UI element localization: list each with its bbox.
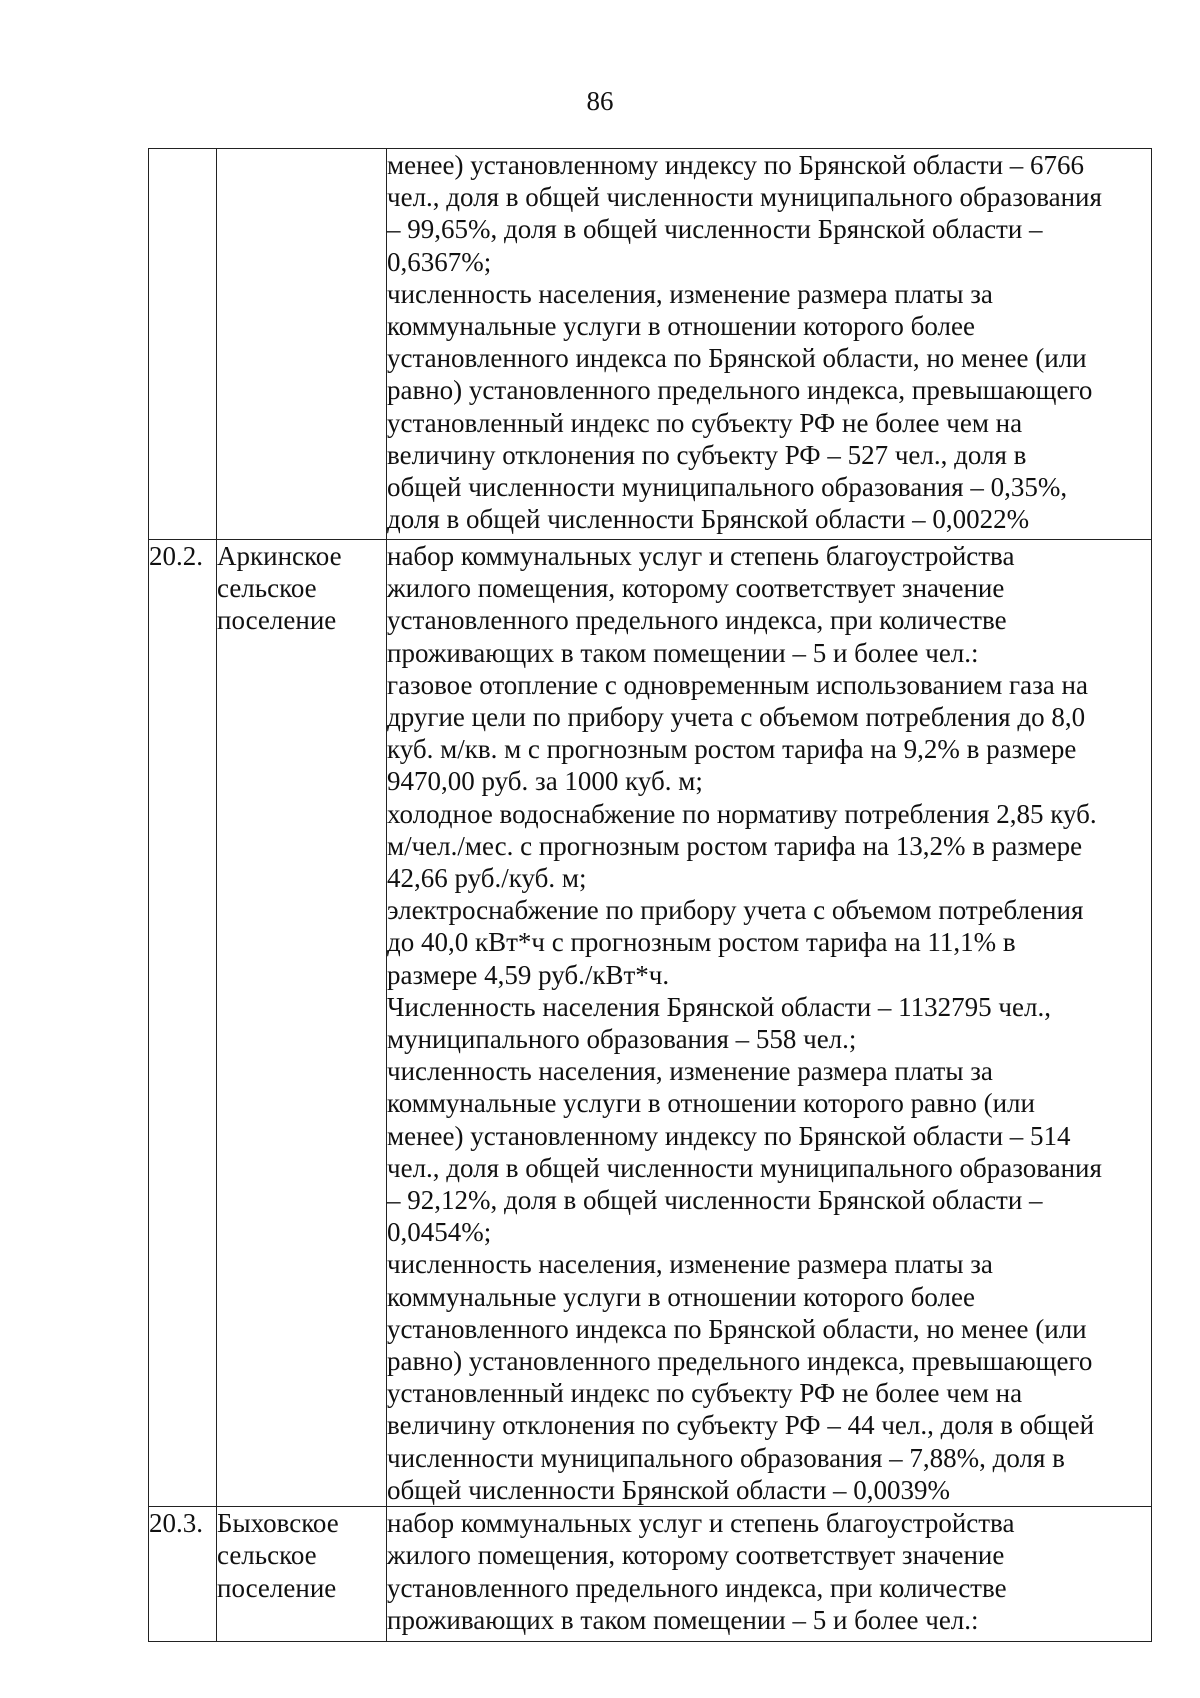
- description-cell: [387, 540, 1152, 1507]
- paragraph: численность населения, изменение размера платы за коммунальные услуги в отношении которого более установленного индекса по Брянской области, но менее (или равно) установленного предельного индекса, превышающего установленный индекс по субъекту РФ не более чем на величину отклонения по субъекту РФ – 44 чел., доля в общей численности муниципального образования – 7,88%, доля в общей численности Брянской области – 0,0039%: [387, 1249, 1095, 1505]
- description-cell: [387, 149, 1152, 540]
- table-row: [149, 540, 1152, 1507]
- row-number-cell: 20.3.: [149, 1507, 217, 1642]
- settlement-name-cell: [217, 1507, 387, 1642]
- settlement-name-cell: [217, 149, 387, 540]
- paragraph: численность населения, изменение размера платы за коммунальные услуги в отношении которого более установленного индекса по Брянской области, но менее (или равно) установленного предельного индекса, превышающего установленный индекс по субъекту РФ не более чем на величину отклонения по субъекту РФ – 527 чел., доля в общей численности муниципального образования – 0,35%, доля в общей численности Брянской области – 0,0022%: [387, 278, 1093, 535]
- paragraph: газовое отопление с одновременным использованием газа на другие цели по прибору учета с объемом потребления до 8,0 куб. м/кв. м с прогнозным ростом тарифа на 9,2% в размере 9470,00 руб. за 1000 куб. м;: [387, 669, 1088, 797]
- paragraph: электроснабжение по прибору учета с объемом потребления до 40,0 кВт*ч с прогнозным ростом тарифа на 11,1% в размере 4,59 руб./кВт*ч.: [387, 895, 1084, 990]
- document-table: [148, 148, 1152, 1642]
- description-cell: [387, 1507, 1152, 1642]
- page-number: 86: [586, 86, 614, 116]
- paragraph: холодное водоснабжение по нормативу потребления 2,85 куб. м/чел./мес. с прогнозным ростом тарифа на 13,2% в размере 42,66 руб./куб. м;: [387, 798, 1097, 894]
- paragraph: набор коммунальных услуг и степень благоустройства жилого помещения, которому соответствует значение установленного предельного индекса, при количестве проживающих в таком помещении – 5 и более чел.:: [387, 541, 1015, 668]
- row-number-cell: [149, 149, 217, 540]
- paragraph: численность населения, изменение размера платы за коммунальные услуги в отношении которого равно (или менее) установленному индексу по Брянской области – 514 чел., доля в общей численности муниципального образования – 92,12%, доля в общей численности Брянской области – 0,0454%;: [387, 1056, 1102, 1248]
- row-number-cell: 20.2.: [149, 540, 217, 1507]
- paragraph: менее) установленному индексу по Брянской области – 6766 чел., доля в общей численности муниципального образования – 99,65%, доля в общей численности Брянской области – 0,6367%;: [387, 150, 1102, 277]
- settlement-name: Аркинское сельское поселение: [217, 541, 342, 636]
- paragraph: Численность населения Брянской области – 1132795 чел., муниципального образования – 558 чел.;: [387, 991, 1051, 1055]
- settlement-name: Быховское сельское поселение: [217, 1508, 339, 1603]
- table-row: [149, 149, 1152, 540]
- settlement-name-cell: [217, 540, 387, 1507]
- paragraph: набор коммунальных услуг и степень благоустройства жилого помещения, которому соответствует значение установленного предельного индекса, при количестве проживающих в таком помещении – 5 и более чел.:: [387, 1508, 1015, 1635]
- table-row: [149, 1507, 1152, 1642]
